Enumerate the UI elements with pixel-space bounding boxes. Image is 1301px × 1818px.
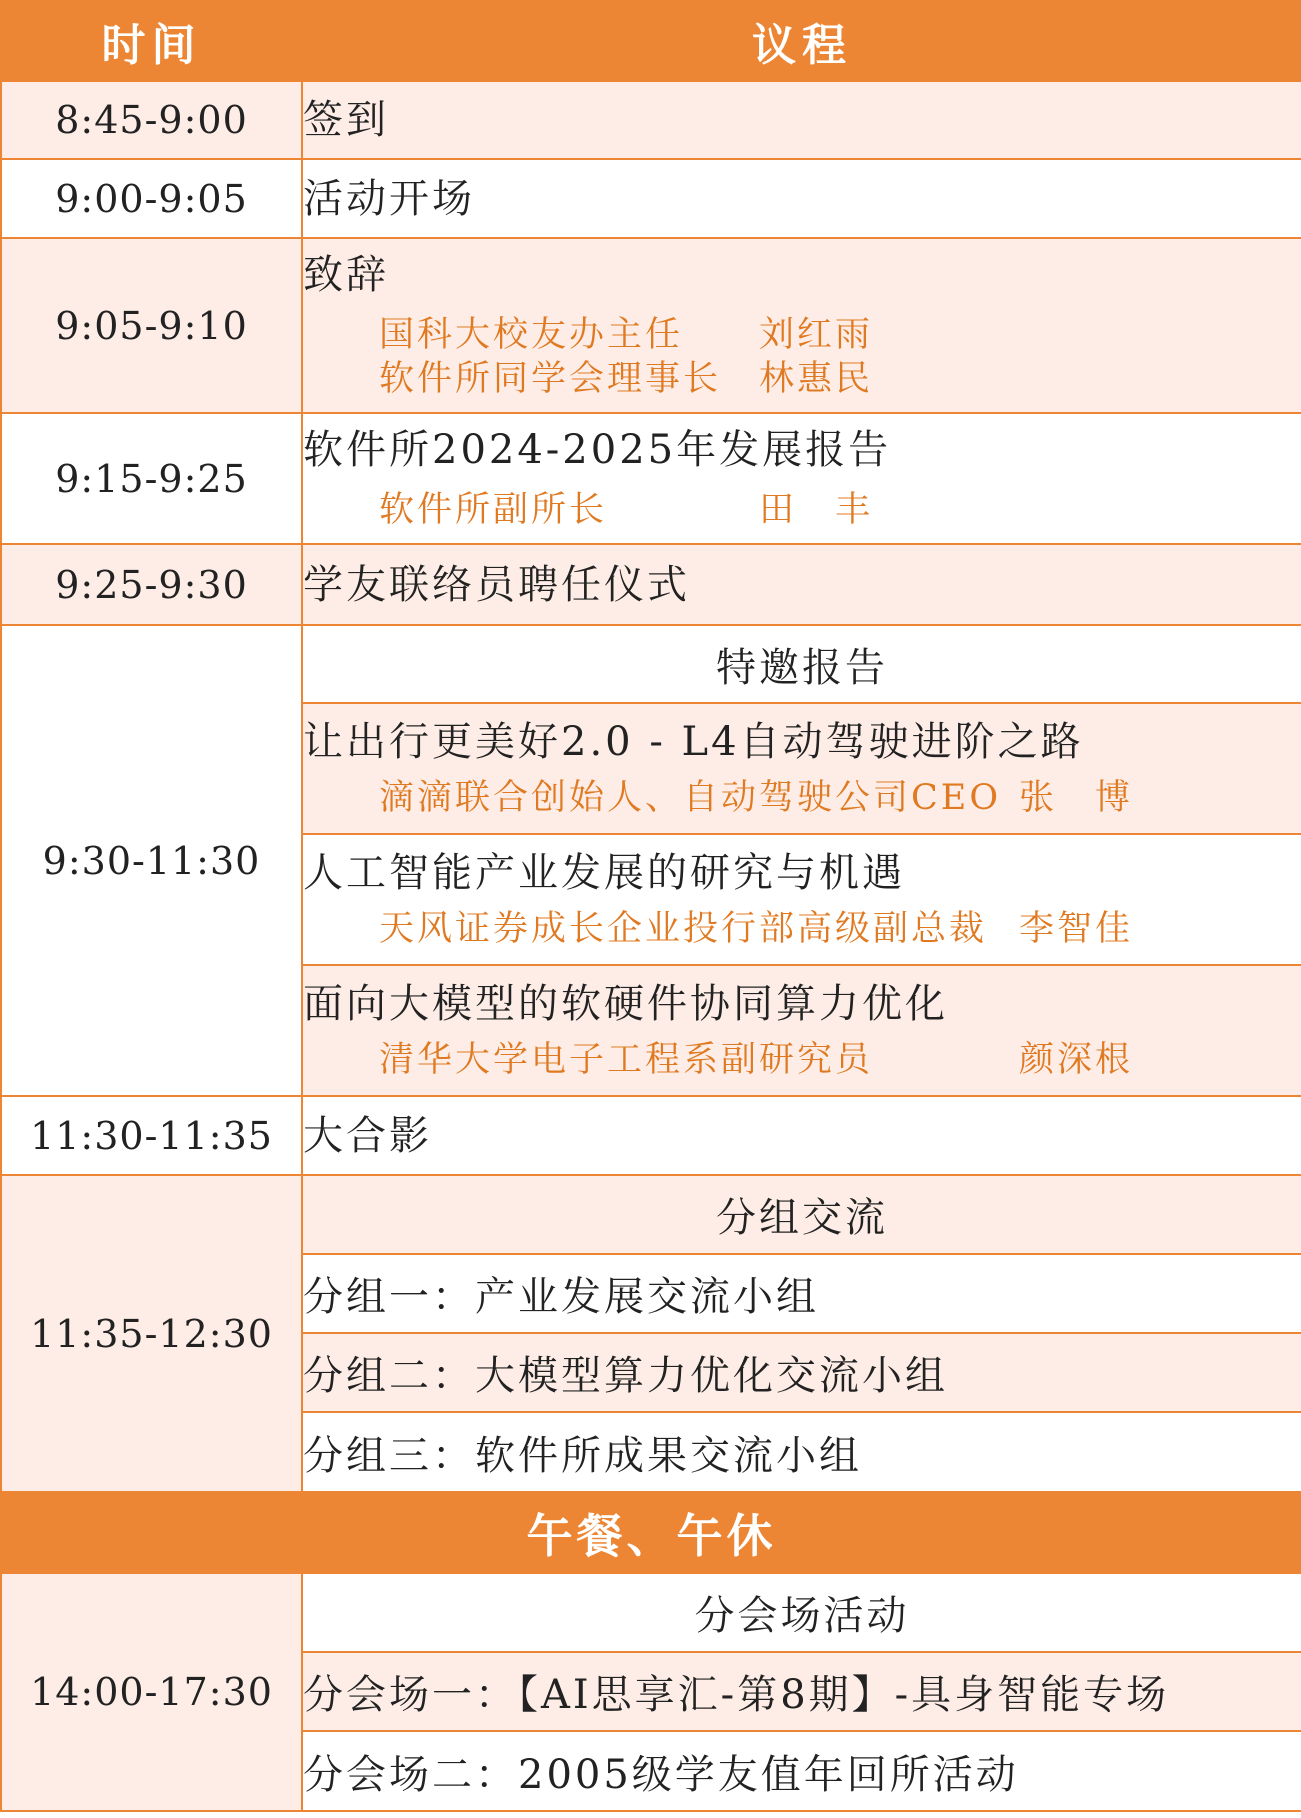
speaker-role: 软件所副所长 [379, 489, 608, 530]
speaker-name: 颜深根 [1019, 1039, 1134, 1080]
lunch-row [1, 1492, 1301, 1573]
agenda-title: 大合影 [303, 1112, 432, 1159]
agenda-cell [302, 544, 1301, 625]
talk-title: 面向大模型的软硬件协同算力优化 [303, 980, 948, 1027]
talk-cell [302, 834, 1301, 965]
speaker-name: 刘红雨 [759, 314, 874, 355]
agenda-cell [302, 238, 1301, 413]
time-cell: 9:00-9:05 [1, 159, 302, 238]
agenda-title: 学友联络员聘任仪式 [303, 561, 690, 608]
speaker-name: 林惠民 [759, 358, 874, 399]
time-cell: 11:30-11:35 [1, 1096, 302, 1175]
speaker-line [303, 907, 1301, 951]
table-row [1, 413, 1301, 544]
time-cell: 9:30-11:30 [1, 625, 302, 1096]
group-item: 分组一：产业发展交流小组 [302, 1254, 1301, 1333]
speaker-role: 国科大校友办主任 [379, 314, 684, 355]
table-row [1, 159, 1301, 238]
table-row [1, 238, 1301, 413]
speaker-role: 软件所同学会理事长 [379, 358, 722, 399]
agenda-cell [302, 1096, 1301, 1175]
speaker-line [303, 776, 1301, 820]
agenda-title: 软件所2024-2025年发展报告 [303, 426, 892, 473]
time-cell: 14:00-17:30 [1, 1573, 302, 1811]
table-row [1, 1175, 1301, 1254]
table-row [1, 81, 1301, 159]
agenda-title: 签到 [303, 97, 389, 143]
table-row [1, 1573, 1301, 1652]
section-heading: 分会场活动 [302, 1573, 1301, 1652]
talk-title: 人工智能产业发展的研究与机遇 [303, 849, 905, 896]
agenda-column-header: 议程 [302, 1, 1301, 81]
session-item: 分会场二：2005级学友值年回所活动 [302, 1731, 1301, 1811]
speaker-line [303, 488, 1301, 532]
time-cell: 9:15-9:25 [1, 413, 302, 544]
speaker-line [303, 357, 1301, 401]
agenda-cell [302, 413, 1301, 544]
group-item: 分组三：软件所成果交流小组 [302, 1412, 1301, 1492]
time-cell: 8:45-9:00 [1, 81, 302, 159]
table-row [1, 1096, 1301, 1175]
agenda-title: 致辞 [303, 251, 389, 298]
time-cell: 11:35-12:30 [1, 1175, 302, 1492]
agenda-cell [302, 159, 1301, 238]
agenda-cell [302, 81, 1301, 159]
lunch-break-banner: 午餐、午休 [1, 1492, 1301, 1573]
group-item: 分组二：大模型算力优化交流小组 [302, 1333, 1301, 1412]
speaker-line [303, 1038, 1301, 1082]
speaker-role: 滴滴联合创始人、自动驾驶公司CEO [379, 777, 1002, 818]
speaker-name: 田 丰 [759, 489, 874, 530]
speaker-role: 清华大学电子工程系副研究员 [379, 1039, 874, 1080]
session-item: 分会场一：【AI思享汇-第8期】-具身智能专场 [302, 1652, 1301, 1731]
section-heading: 分组交流 [302, 1175, 1301, 1254]
talk-cell [302, 965, 1301, 1096]
section-heading: 特邀报告 [302, 625, 1301, 703]
table-row [1, 544, 1301, 625]
time-cell: 9:25-9:30 [1, 544, 302, 625]
header-row [1, 1, 1301, 81]
table-row [1, 625, 1301, 703]
speaker-role: 天风证券成长企业投行部高级副总裁 [379, 908, 988, 949]
talk-cell [302, 703, 1301, 834]
time-column-header: 时间 [1, 1, 302, 81]
speaker-line [303, 313, 1301, 357]
talk-title: 让出行更美好2.0 - L4自动驾驶进阶之路 [303, 718, 1084, 765]
speaker-name: 李智佳 [1019, 908, 1134, 949]
speaker-name: 张 博 [1019, 777, 1134, 818]
time-cell: 9:05-9:10 [1, 238, 302, 413]
agenda-title: 活动开场 [303, 175, 475, 222]
